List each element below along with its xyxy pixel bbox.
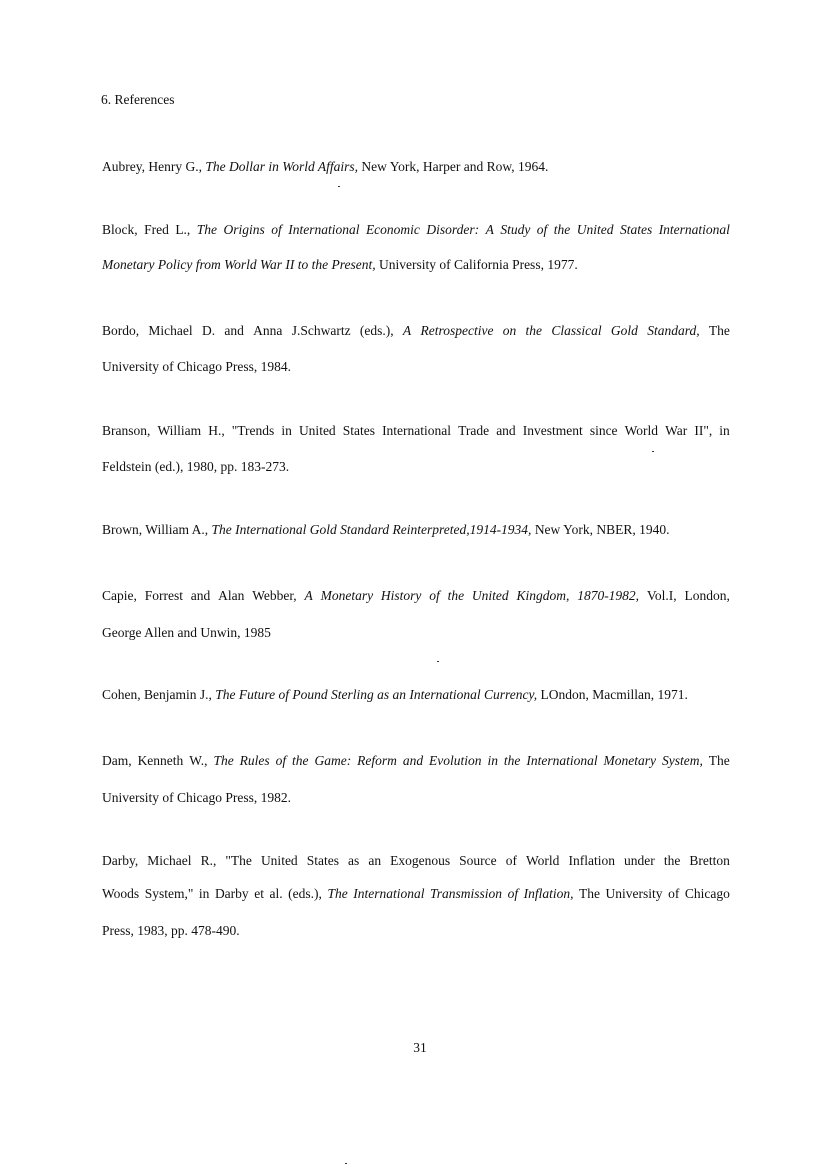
- reference-word: of: [429, 588, 440, 603]
- reference-word: International: [288, 222, 360, 237]
- reference-word: and: [190, 588, 211, 603]
- reference-word: United: [471, 588, 509, 603]
- reference-line: [102, 686, 730, 704]
- reference-line: [102, 852, 730, 870]
- reference-line: [102, 922, 730, 940]
- reference-line: [102, 322, 730, 340]
- reference-word: Fred: [144, 222, 169, 237]
- reference-title: The Dollar in World Affairs,: [205, 159, 359, 174]
- reference-word: History: [380, 588, 422, 603]
- reference-text: LOndon, Macmillan, 1971.: [537, 687, 688, 702]
- reference-text: Press, 1983, pp. 478-490.: [102, 923, 240, 938]
- reference-word: of: [668, 886, 680, 901]
- reference-word: Chicago: [684, 886, 730, 901]
- reference-word: System,": [144, 886, 194, 901]
- reference-word: Michael: [147, 853, 192, 868]
- reference-word: the: [525, 323, 543, 338]
- reference-word: (eds.),: [359, 323, 394, 338]
- reference-word: in: [198, 886, 210, 901]
- reference-title: The Future of Pound Sterling as an International Currency,: [215, 687, 538, 702]
- reference-word: System,: [661, 753, 703, 768]
- reference-word: Economic: [365, 222, 420, 237]
- reference-word: Origins: [223, 222, 265, 237]
- reference-line: [102, 458, 730, 476]
- reference-line: [102, 358, 730, 376]
- reference-line: [102, 789, 730, 807]
- reference-line: [102, 624, 730, 642]
- reference-word: the: [292, 753, 309, 768]
- reference-word: Bordo,: [102, 323, 140, 338]
- reference-word: the: [553, 222, 571, 237]
- reference-text: University of Chicago Press, 1982.: [102, 790, 291, 805]
- reference-text: New York, Harper and Row, 1964.: [358, 159, 549, 174]
- reference-word: Disorder:: [426, 222, 480, 237]
- reference-word: L.,: [175, 222, 191, 237]
- reference-word: The: [196, 222, 218, 237]
- reference-word: United: [298, 423, 336, 438]
- reference-word: Game:: [314, 753, 352, 768]
- reference-word: Branson,: [102, 423, 151, 438]
- reference-text: Feldstein (ed.), 1980, pp. 183-273.: [102, 459, 290, 474]
- scan-speck: [652, 451, 654, 452]
- reference-word: and: [496, 423, 516, 438]
- reference-word: of: [536, 222, 548, 237]
- reference-word: Monetary: [320, 588, 374, 603]
- reference-word: and: [224, 323, 244, 338]
- reference-word: in: [719, 423, 730, 438]
- reference-word: the: [503, 753, 521, 768]
- scan-speck: [338, 186, 340, 187]
- reference-line: [102, 587, 730, 605]
- reference-word: A: [304, 588, 313, 603]
- reference-word: International: [382, 423, 452, 438]
- reference-word: of: [271, 222, 282, 237]
- reference-word: The: [327, 886, 348, 901]
- reference-word: Alan: [218, 588, 245, 603]
- reference-word: Bretton: [689, 853, 730, 868]
- reference-word: Darby,: [102, 853, 139, 868]
- reference-word: London,: [684, 588, 730, 603]
- reference-word: R.,: [200, 853, 217, 868]
- reference-word: and: [402, 753, 424, 768]
- reference-word: on: [502, 323, 517, 338]
- reference-word: D.: [201, 323, 216, 338]
- reference-text: University of California Press, 1977.: [375, 257, 578, 272]
- reference-word: Source: [459, 853, 497, 868]
- reference-word: Vol.I,: [646, 588, 677, 603]
- reference-word: Standard,: [647, 323, 700, 338]
- reference-word: Block,: [102, 222, 138, 237]
- reference-word: Retrospective: [420, 323, 494, 338]
- reference-line: [102, 221, 730, 239]
- reference-word: as: [348, 853, 360, 868]
- reference-word: J.Schwartz: [291, 323, 351, 338]
- reference-word: William: [157, 423, 202, 438]
- reference-word: "The: [225, 853, 252, 868]
- reference-word: "Trends: [231, 423, 275, 438]
- reference-line: [102, 521, 730, 539]
- reference-word: an: [368, 853, 382, 868]
- reference-text: Aubrey, Henry G.,: [102, 159, 206, 174]
- reference-word: (eds.),: [288, 886, 322, 901]
- reference-word: Transmission: [430, 886, 503, 901]
- reference-line: [102, 256, 730, 274]
- reference-word: of: [507, 886, 519, 901]
- reference-word: Rules: [239, 753, 270, 768]
- reference-word: International: [353, 886, 425, 901]
- reference-word: et: [254, 886, 264, 901]
- reference-word: Michael: [148, 323, 193, 338]
- reference-word: Woods: [102, 886, 140, 901]
- reference-word: under: [624, 853, 655, 868]
- reference-word: The: [708, 753, 730, 768]
- reference-word: Kenneth: [137, 753, 184, 768]
- reference-word: A: [402, 323, 412, 338]
- reference-word: Inflation,: [523, 886, 574, 901]
- reference-word: Darby: [214, 886, 249, 901]
- reference-word: States: [342, 423, 375, 438]
- reference-word: Dam,: [102, 753, 132, 768]
- reference-word: the: [447, 588, 465, 603]
- reference-word: Trade: [458, 423, 490, 438]
- reference-word: 1870-1982,: [577, 588, 640, 603]
- reference-word: Evolution: [429, 753, 482, 768]
- reference-text: New York, NBER, 1940.: [531, 522, 670, 537]
- reference-word: World: [526, 853, 560, 868]
- reference-line: [102, 885, 730, 903]
- page-number: 31: [413, 1040, 427, 1055]
- reference-word: W.,: [189, 753, 208, 768]
- reference-word: Anna: [253, 323, 283, 338]
- reference-word: II",: [694, 423, 713, 438]
- reference-word: Study: [500, 222, 531, 237]
- reference-word: Kingdom,: [516, 588, 570, 603]
- reference-word: World: [624, 423, 659, 438]
- reference-word: Inflation: [568, 853, 615, 868]
- reference-text: Brown, William A.,: [102, 522, 212, 537]
- reference-word: since: [589, 423, 618, 438]
- reference-text: University of Chicago Press, 1984.: [102, 359, 291, 374]
- reference-word: the: [663, 853, 681, 868]
- reference-word: United: [576, 222, 614, 237]
- reference-title: Monetary Policy from World War II to the Present,: [102, 257, 376, 272]
- reference-word: Monetary: [603, 753, 657, 768]
- reference-text: George Allen and Unwin, 1985: [102, 625, 271, 640]
- reference-word: University: [605, 886, 663, 901]
- reference-word: H.,: [208, 423, 225, 438]
- reference-word: United: [260, 853, 298, 868]
- reference-word: The: [708, 323, 730, 338]
- reference-text: Cohen, Benjamin J.,: [102, 687, 216, 702]
- reference-word: al.: [269, 886, 283, 901]
- reference-word: Forrest: [144, 588, 183, 603]
- reference-word: The: [579, 886, 601, 901]
- section-heading: 6. References: [101, 92, 175, 107]
- reference-word: Capie,: [102, 588, 137, 603]
- reference-word: States: [306, 853, 339, 868]
- reference-word: States: [619, 222, 653, 237]
- reference-word: Exogenous: [390, 853, 451, 868]
- scan-speck: [345, 1163, 347, 1164]
- reference-word: War: [665, 423, 688, 438]
- reference-word: Classical: [551, 323, 602, 338]
- reference-word: International: [526, 753, 598, 768]
- reference-word: in: [487, 753, 498, 768]
- reference-word: Gold: [610, 323, 638, 338]
- reference-line: [102, 158, 730, 176]
- reference-word: Investment: [522, 423, 583, 438]
- reference-word: International: [658, 222, 730, 237]
- reference-word: Reform: [357, 753, 397, 768]
- reference-word: in: [281, 423, 292, 438]
- reference-word: of: [505, 853, 517, 868]
- reference-word: of: [275, 753, 287, 768]
- reference-word: The: [213, 753, 234, 768]
- reference-title: The International Gold Standard Reinterpreted,1914-1934,: [211, 522, 532, 537]
- scan-speck: [437, 661, 439, 662]
- reference-word: A: [485, 222, 494, 237]
- reference-line: [102, 752, 730, 770]
- reference-line: [102, 422, 730, 440]
- reference-word: Webber,: [252, 588, 297, 603]
